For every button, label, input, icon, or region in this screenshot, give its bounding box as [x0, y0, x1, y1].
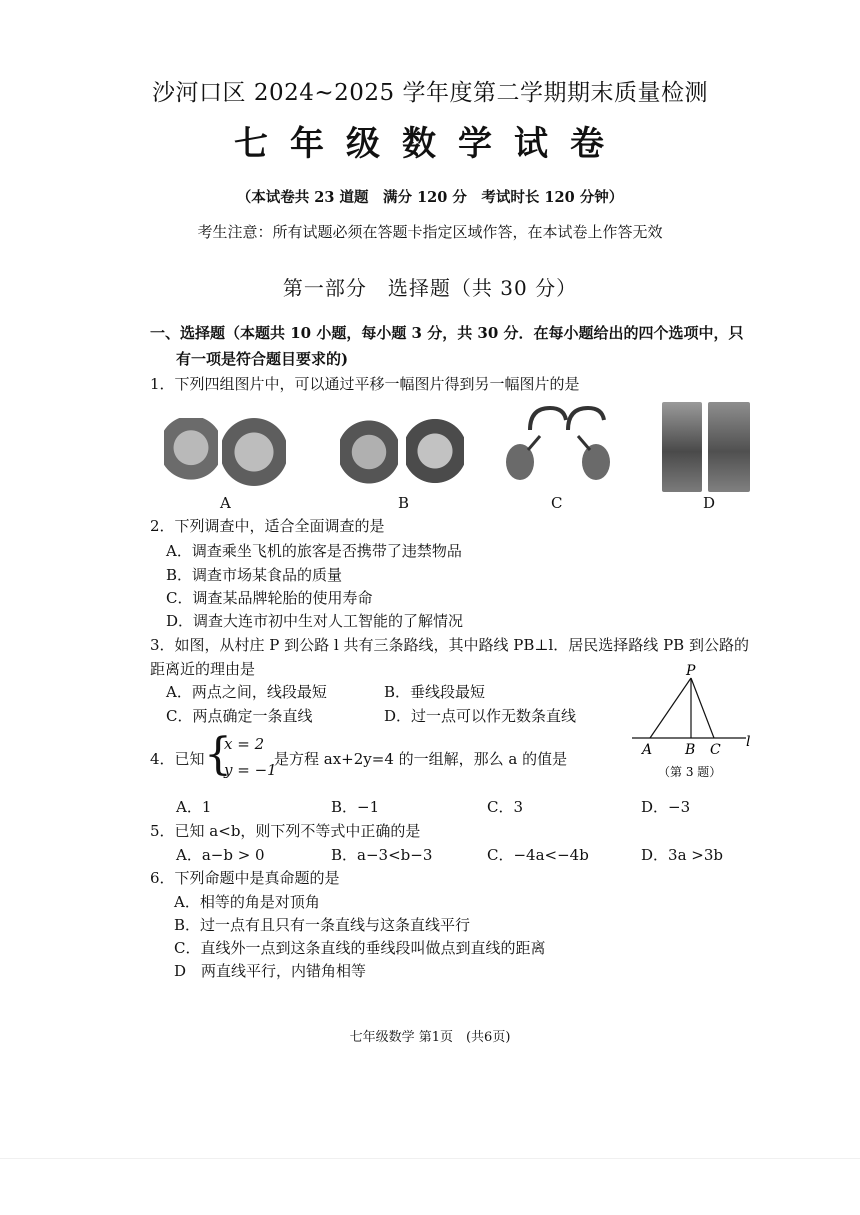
- q1-label-b: B: [398, 494, 410, 512]
- point-c-label: C: [710, 742, 721, 758]
- dragon-figures-icon: [500, 400, 620, 490]
- q3-option-d: D．过一点可以作无数条直线: [384, 707, 577, 725]
- warrior-portrait-icon: [662, 402, 702, 492]
- q6-option-c: C．直线外一点到这条直线的垂线段叫做点到直线的距离: [174, 939, 546, 957]
- q3-option-c: C．两点确定一条直线: [166, 707, 313, 725]
- face-left-icon: [340, 418, 398, 486]
- q6-option-d: D 两直线平行，内错角相等: [174, 962, 367, 980]
- q1-stem: 1．下列四组图片中，可以通过平移一幅图片得到另一幅图片的是: [150, 375, 580, 393]
- route-pa: [650, 678, 691, 738]
- q4-suffix: 是方程 ax+2y=4 的一组解，那么 a 的值是: [274, 750, 568, 768]
- left-brace-icon: {: [204, 729, 232, 780]
- q6-option-a: A．相等的角是对顶角: [174, 893, 320, 911]
- warrior-portrait-icon: [708, 402, 750, 492]
- q1-label-d: D: [703, 494, 716, 512]
- q3-option-b: B．垂线段最短: [384, 683, 486, 701]
- q2-option-b: B．调查市场某食品的质量: [166, 566, 343, 584]
- line-l-label: l: [746, 734, 751, 750]
- exam-header-title: 沙河口区 2024~2025 学年度第二学期期末质量检测: [152, 80, 708, 106]
- q4-option-d: D．−3: [641, 798, 691, 816]
- q3-stem-line2: 距离近的理由是: [150, 660, 256, 678]
- q2-option-c: C．调查某品牌轮胎的使用寿命: [166, 589, 373, 607]
- figure-caption: （第 3 题）: [658, 765, 722, 779]
- page-footer: 七年级数学 第1页 (共6页): [349, 1030, 511, 1045]
- q4-equation-y: y = −1: [224, 761, 277, 779]
- page-divider: [0, 1158, 860, 1159]
- part1-title: 第一部分 选择题（共 30 分）: [282, 276, 578, 300]
- part1-instruction-line1: 一、选择题（本题共 10 小题，每小题 3 分，共 30 分．在每小题给出的四个选项中，只: [150, 324, 744, 342]
- q3-option-a: A．两点之间，线段最短: [166, 683, 327, 701]
- face-right-icon: [406, 416, 464, 486]
- point-a-label: A: [642, 742, 653, 758]
- point-b-label: B: [685, 742, 696, 758]
- exam-notice: 考生注意：所有试题必须在答题卡指定区域作答，在本试卷上作答无效: [197, 223, 663, 241]
- q6-stem: 6．下列命题中是真命题的是: [150, 869, 340, 887]
- q3-stem-line1: 3．如图，从村庄 P 到公路 l 共有三条路线，其中路线 PB⊥l．居民选择路线 PB 到公路的: [150, 636, 749, 654]
- q5-option-c: C．−4a<−4b: [487, 846, 589, 864]
- point-p-label: P: [686, 663, 696, 679]
- part1-instruction-line2: 有一项是符合题目要求的): [176, 350, 349, 368]
- q2-option-a: A．调查乘坐飞机的旅客是否携带了违禁物品: [166, 542, 462, 560]
- q1-label-a: A: [220, 494, 231, 512]
- q5-option-a: A．a−b > 0: [176, 846, 265, 864]
- exam-info: （本试卷共 23 道题 满分 120 分 考试时长 120 分钟）: [236, 189, 624, 206]
- q6-option-b: B．过一点有且只有一条直线与这条直线平行: [174, 916, 471, 934]
- q4-option-b: B．−1: [331, 798, 380, 816]
- q5-option-b: B．a−3<b−3: [331, 846, 433, 864]
- route-pc: [691, 678, 714, 738]
- q3-figure: [628, 660, 758, 782]
- girl-head-icon: [222, 416, 286, 488]
- q4-equation-x: x = 2: [224, 735, 265, 753]
- q2-stem: 2．下列调查中，适合全面调查的是: [150, 517, 385, 535]
- q1-label-c: C: [551, 494, 563, 512]
- girl-head-icon: [164, 418, 218, 484]
- q5-option-d: D．3a >3b: [641, 846, 723, 864]
- q4-option-a: A．1: [176, 798, 212, 816]
- q5-stem: 5．已知 a<b，则下列不等式中正确的是: [150, 822, 421, 840]
- exam-subtitle: 七年级数学试卷: [234, 124, 626, 164]
- q4-option-c: C．3: [487, 798, 524, 816]
- q4-prefix: 4．已知: [150, 750, 205, 768]
- q2-option-d: D．调查大连市初中生对人工智能的了解情况: [166, 612, 464, 630]
- q1-image-row: [162, 412, 762, 492]
